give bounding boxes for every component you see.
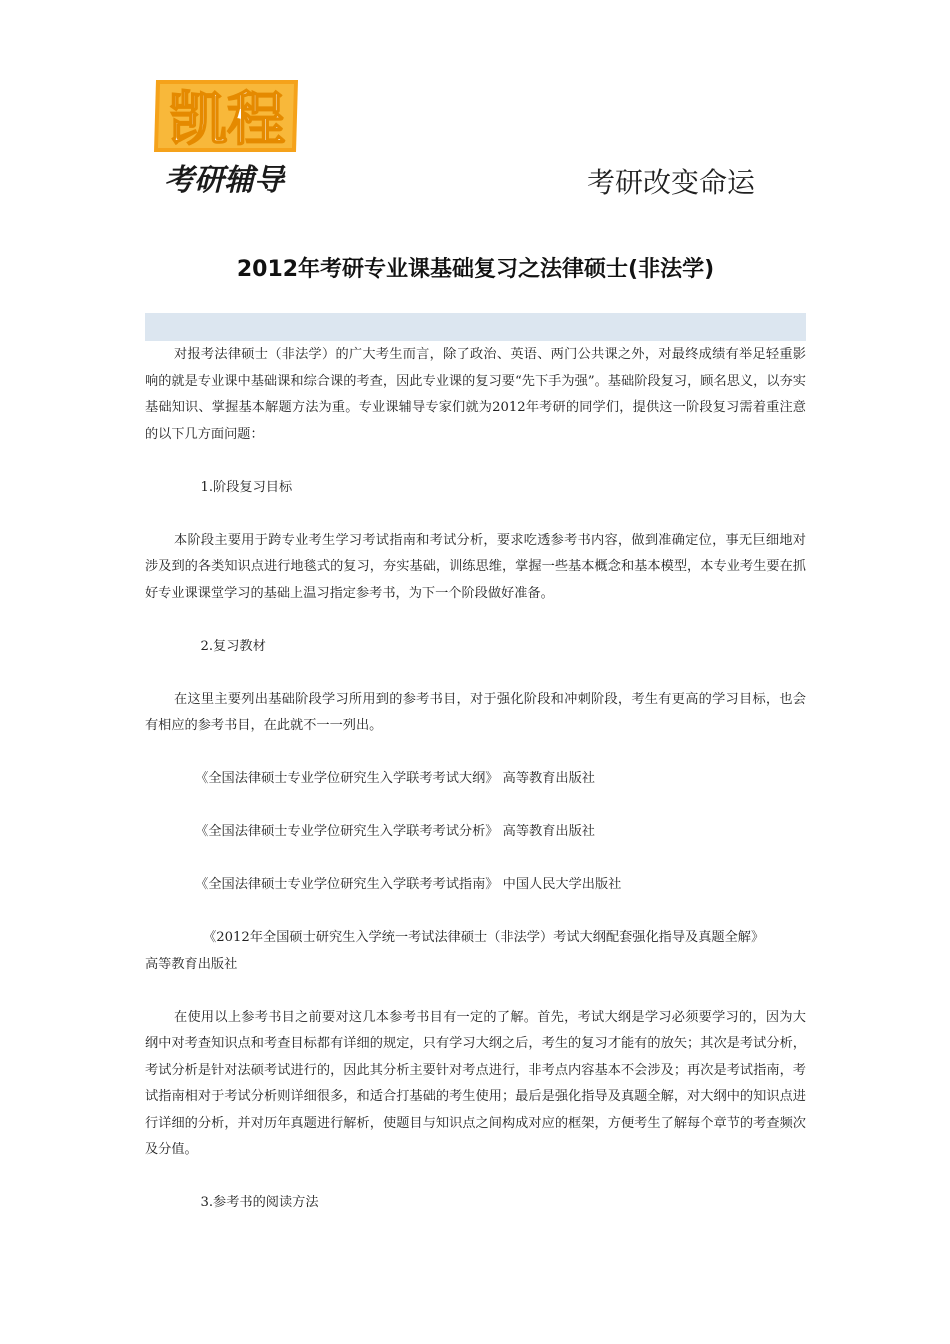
section-1-paragraph: 本阶段主要用于跨专业考生学习考试指南和考试分析，要求吃透参考书内容，做到准确定位，事无巨细地对涉及到的各类知识点进行地毯式的复习，夯实基础，训练思维，掌握一些基本概念和基本模型，本专业考生要在抓好专业课课堂学习的基础上温习指定参考书，为下一个阶段做好准备。 xyxy=(145,532,806,601)
logo-brand-text: 凯程 xyxy=(168,85,286,153)
document-title: 2012年考研专业课基础复习之法律硕士(非法学) xyxy=(236,257,715,282)
kaicheng-logo xyxy=(152,76,302,198)
section-3-heading: 3.参考书的阅读方法 xyxy=(200,1195,319,1210)
slogan: 考研改变命运 xyxy=(586,166,755,199)
reference-item-1: 《全国法律硕士专业学位研究生入学联考考试大纲》 高等教育出版社 xyxy=(195,771,595,786)
logo-subtitle: 考研辅导 xyxy=(164,163,284,198)
reference-item-4-publisher: 高等教育出版社 xyxy=(145,956,238,972)
reference-item-3: 《全国法律硕士专业学位研究生入学联考考试指南》 中国人民大学出版社 xyxy=(195,877,622,892)
reference-item-4-title: 《2012年全国硕士研究生入学统一考试法律硕士（非法学）考试大纲配套强化指导及真题全解》 xyxy=(203,930,765,945)
document-body xyxy=(145,342,806,1217)
usage-note-paragraph: 在使用以上参考书目之前要对这几本参考书目有一定的了解。首先，考试大纲是学习必须要学习的，因为大纲中对考查知识点和考查目标都有详细的规定，只有学习大纲之后，考生的复习才能有的放矢；其次是考试分析，考试分析是针对法硕考试进行的，因此其分析主要针对考点进行，非考点内容基本不会涉及；再次是考试指南，考试指南相对于考试分析则详细很多，和适合打基础的考生使用；最后是强化指导及真题全解，对大纲中的知识点进行详细的分析，并对历年真题进行解析，使题目与知识点之间构成对应的框架，方便考生了解每个章节的考查频次及分值。 xyxy=(145,1009,806,1157)
section-2-heading: 2.复习教材 xyxy=(200,638,266,654)
title-band xyxy=(145,313,806,341)
intro-paragraph: 对报考法律硕士（非法学）的广大考生而言，除了政治、英语、两门公共课之外，对最终成绩有举足轻重影响的就是专业课中基础课和综合课的考查，因此专业课的复习要“先下手为强”。基础阶段复习，顾名思义，以夯实基础知识、掌握基本解题方法为重。专业课辅导专家们就为2012年考研的同学们，提供这一阶段复习需着重注意的以下几方面问题： xyxy=(145,347,806,442)
reference-item-2: 《全国法律硕士专业学位研究生入学联考考试分析》 高等教育出版社 xyxy=(195,824,595,839)
section-2-paragraph: 在这里主要列出基础阶段学习所用到的参考书目，对于强化阶段和冲刺阶段，考生有更高的学习目标，也会有相应的参考书目，在此就不一一列出。 xyxy=(145,691,806,733)
section-1-heading: 1.阶段复习目标 xyxy=(200,479,293,495)
